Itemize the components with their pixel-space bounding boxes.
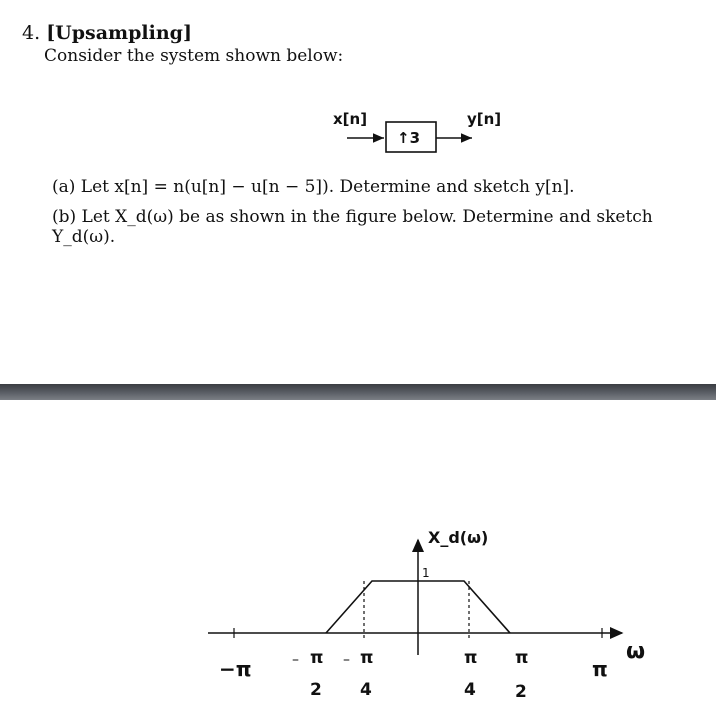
tick-label-minus-sign: – (292, 652, 299, 668)
tick-label-pi-over-4-num: π (464, 648, 478, 668)
problem-title: [Upsampling] (46, 22, 192, 44)
part-b: (b) Let X_d(ω) be as shown in the figure below. Determine and sketch Y_d(ω). (52, 207, 653, 247)
tick-label-pi-over-2-den: 2 (515, 682, 527, 702)
tick-label-neg-pi-over-4-den: 4 (360, 680, 372, 700)
input-signal-label: x[n] (333, 110, 368, 128)
tick-label-neg-pi-over-2-den: 2 (310, 680, 322, 700)
tick-label-neg-pi-over-2-num: π (310, 648, 324, 668)
problem-intro: Consider the system shown below: (44, 46, 344, 66)
tick-label-pi-over-2-num: π (515, 648, 529, 668)
tick-label-neg-pi-over-4-num: π (360, 648, 374, 668)
output-signal-label: y[n] (467, 110, 502, 128)
tick-label-pi: π (592, 657, 608, 681)
tick-label-minus-sign: – (343, 652, 350, 668)
x-axis-label: ω (626, 639, 646, 664)
upsampler-block-label: ↑3 (397, 129, 421, 147)
problem-number: 4. (22, 22, 41, 44)
tick-label-neg-pi: −π (219, 657, 252, 681)
peak-value-label: 1 (422, 566, 430, 580)
part-a: (a) Let x[n] = n(u[n] − u[n − 5]). Determine and sketch y[n]. (52, 177, 575, 197)
tick-label-pi-over-4-den: 4 (464, 680, 476, 700)
y-axis-label: X_d(ω) (428, 528, 489, 547)
